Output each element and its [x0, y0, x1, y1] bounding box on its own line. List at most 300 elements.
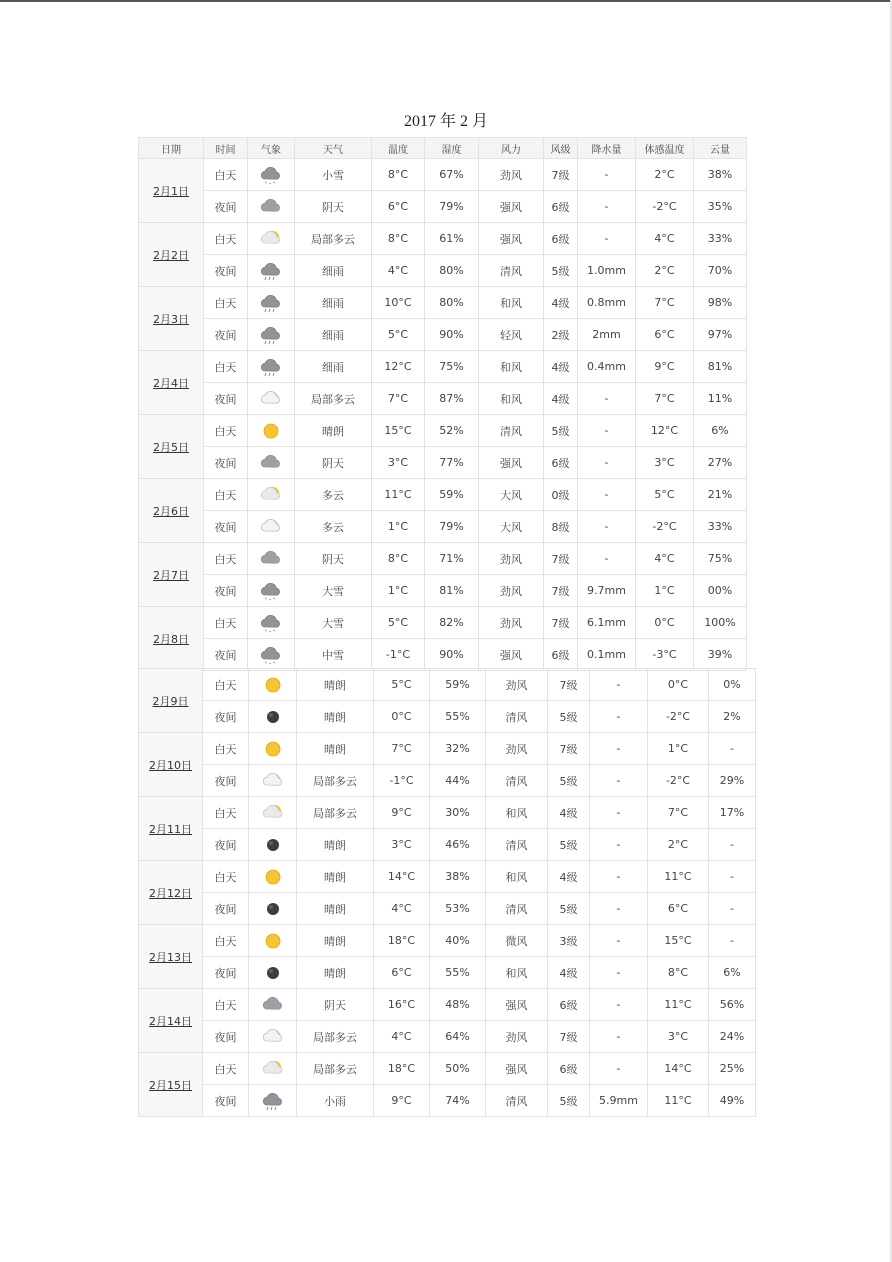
moon-icon: [249, 829, 297, 861]
period-cell: 夜间: [203, 701, 249, 733]
period-cell: 夜间: [204, 383, 248, 415]
date-cell[interactable]: [139, 989, 203, 1053]
temp-cell: 9°C: [374, 797, 430, 829]
precip-cell: -: [578, 191, 636, 223]
date-cell[interactable]: [139, 287, 204, 351]
period-cell: 夜间: [203, 1085, 249, 1117]
date-link[interactable]: 2月2日: [153, 248, 189, 262]
date-cell[interactable]: [139, 415, 204, 479]
weather-cell: 小雪: [295, 159, 372, 191]
period-cell: 夜间: [204, 511, 248, 543]
date-link[interactable]: 2月5日: [153, 440, 189, 454]
partly-cloudy-night-icon: [248, 511, 295, 543]
wind-level-cell: 5级: [548, 765, 590, 797]
sun-icon: [248, 415, 295, 447]
wind-cell: 劲风: [486, 733, 548, 765]
weather-cell: 晴朗: [297, 733, 374, 765]
humidity-cell: 48%: [430, 989, 486, 1021]
weather-table-1: [138, 137, 747, 671]
cloud-cell: 6%: [709, 957, 756, 989]
cloud-cell: -: [709, 829, 756, 861]
table-row: [139, 319, 747, 351]
date-cell[interactable]: [139, 159, 204, 223]
weather-cell: 阴天: [295, 543, 372, 575]
cloud-cell: 97%: [694, 319, 747, 351]
feels-cell: -2°C: [648, 765, 709, 797]
weather-cell: 晴朗: [297, 861, 374, 893]
wind-cell: 强风: [486, 989, 548, 1021]
weather-cell: 晴朗: [297, 957, 374, 989]
feels-cell: 9°C: [636, 351, 694, 383]
humidity-cell: 74%: [430, 1085, 486, 1117]
precip-cell: 1.0mm: [578, 255, 636, 287]
precip-cell: -: [590, 797, 648, 829]
period-cell: 白天: [204, 159, 248, 191]
cloudy-icon: [248, 191, 295, 223]
date-link[interactable]: 2月4日: [153, 376, 189, 390]
rain-icon: [249, 1085, 297, 1117]
weather-cell: 多云: [295, 479, 372, 511]
weather-cell: 细雨: [295, 351, 372, 383]
cloud-cell: 17%: [709, 797, 756, 829]
feels-cell: 3°C: [636, 447, 694, 479]
weather-cell: 晴朗: [297, 925, 374, 957]
cloud-cell: 11%: [694, 383, 747, 415]
feels-cell: 6°C: [636, 319, 694, 351]
cloud-cell: 33%: [694, 223, 747, 255]
moon-icon: [249, 701, 297, 733]
cloud-cell: 2%: [709, 701, 756, 733]
feels-cell: 8°C: [648, 957, 709, 989]
table-row: [139, 1085, 756, 1117]
cloud-cell: 98%: [694, 287, 747, 319]
wind-cell: 强风: [479, 639, 544, 671]
feels-cell: 11°C: [648, 861, 709, 893]
temp-cell: 8°C: [372, 159, 425, 191]
feels-cell: 2°C: [636, 159, 694, 191]
feels-cell: 7°C: [636, 287, 694, 319]
weather-cell: 晴朗: [297, 701, 374, 733]
humidity-cell: 59%: [430, 669, 486, 701]
wind-level-cell: 7级: [544, 575, 578, 607]
temp-cell: 7°C: [372, 383, 425, 415]
humidity-cell: 64%: [430, 1021, 486, 1053]
cloud-cell: 0%: [709, 669, 756, 701]
wind-cell: 强风: [486, 1053, 548, 1085]
temp-cell: 6°C: [374, 957, 430, 989]
precip-cell: -: [590, 861, 648, 893]
wind-cell: 劲风: [479, 159, 544, 191]
humidity-cell: 75%: [425, 351, 479, 383]
wind-cell: 清风: [486, 893, 548, 925]
feels-cell: 1°C: [648, 733, 709, 765]
temp-cell: 6°C: [372, 191, 425, 223]
wind-level-cell: 6级: [544, 191, 578, 223]
humidity-cell: 40%: [430, 925, 486, 957]
wind-cell: 微风: [486, 925, 548, 957]
page-title: 2017 年 2 月: [403, 113, 488, 130]
temp-cell: 11°C: [372, 479, 425, 511]
table-row: [139, 479, 747, 511]
wind-cell: 强风: [479, 447, 544, 479]
weather-table-2: [138, 668, 756, 1117]
temp-cell: 18°C: [374, 925, 430, 957]
humidity-cell: 77%: [425, 447, 479, 479]
temp-cell: 10°C: [372, 287, 425, 319]
weather-cell: 阴天: [297, 989, 374, 1021]
table-row: [139, 893, 756, 925]
date-link[interactable]: 2月11日: [149, 822, 192, 836]
wind-level-cell: 6级: [548, 1053, 590, 1085]
wind-cell: 大风: [479, 511, 544, 543]
rain-icon: [248, 351, 295, 383]
feels-cell: 0°C: [636, 607, 694, 639]
cloud-cell: 21%: [694, 479, 747, 511]
temp-cell: 5°C: [374, 669, 430, 701]
humidity-cell: 80%: [425, 287, 479, 319]
header-wind: 风力: [479, 138, 544, 159]
wind-level-cell: 5级: [548, 1085, 590, 1117]
wind-level-cell: 5级: [544, 415, 578, 447]
date-cell[interactable]: [139, 861, 203, 925]
wind-level-cell: 4级: [544, 351, 578, 383]
temp-cell: -1°C: [372, 639, 425, 671]
date-link[interactable]: 2月7日: [153, 568, 189, 582]
wind-level-cell: 4级: [548, 797, 590, 829]
feels-cell: 7°C: [648, 797, 709, 829]
wind-level-cell: 7级: [544, 159, 578, 191]
temp-cell: 3°C: [372, 447, 425, 479]
date-link[interactable]: 2月9日: [152, 694, 189, 708]
weather-cell: 局部多云: [295, 383, 372, 415]
header-time: 时间: [204, 138, 248, 159]
temp-cell: 12°C: [372, 351, 425, 383]
header-feels: 体感温度: [636, 138, 694, 159]
period-cell: 夜间: [203, 829, 249, 861]
weather-cell: 局部多云: [297, 1021, 374, 1053]
date-cell[interactable]: [139, 351, 204, 415]
temp-cell: 18°C: [374, 1053, 430, 1085]
period-cell: 白天: [204, 351, 248, 383]
weather-cell: 细雨: [295, 255, 372, 287]
date-cell[interactable]: [139, 733, 203, 797]
wind-cell: 劲风: [479, 607, 544, 639]
date-cell[interactable]: [139, 797, 203, 861]
wind-cell: 清风: [486, 829, 548, 861]
humidity-cell: 80%: [425, 255, 479, 287]
wind-cell: 和风: [486, 861, 548, 893]
cloud-cell: 24%: [709, 1021, 756, 1053]
wind-level-cell: 5级: [548, 701, 590, 733]
weather-cell: 大雪: [295, 575, 372, 607]
period-cell: 夜间: [204, 255, 248, 287]
wind-level-cell: 6级: [544, 639, 578, 671]
header-cloud: 云量: [694, 138, 747, 159]
table-row: [139, 447, 747, 479]
cloud-cell: 38%: [694, 159, 747, 191]
table-row: [139, 223, 747, 255]
cloud-cell: 00%: [694, 575, 747, 607]
table-row: [139, 925, 756, 957]
period-cell: 白天: [204, 607, 248, 639]
feels-cell: 0°C: [648, 669, 709, 701]
period-cell: 白天: [203, 1053, 249, 1085]
humidity-cell: 87%: [425, 383, 479, 415]
temp-cell: 1°C: [372, 511, 425, 543]
period-cell: 白天: [204, 223, 248, 255]
header-temp: 温度: [372, 138, 425, 159]
sun-icon: [249, 733, 297, 765]
date-cell[interactable]: [139, 607, 204, 671]
temp-cell: 4°C: [374, 893, 430, 925]
table-row: [139, 989, 756, 1021]
moon-icon: [249, 893, 297, 925]
precip-cell: 6.1mm: [578, 607, 636, 639]
precip-cell: -: [590, 957, 648, 989]
wind-cell: 大风: [479, 479, 544, 511]
precip-cell: -: [578, 159, 636, 191]
temp-cell: 16°C: [374, 989, 430, 1021]
partly-cloudy-icon: [249, 1053, 297, 1085]
wind-level-cell: 4级: [544, 287, 578, 319]
cloud-cell: 27%: [694, 447, 747, 479]
precip-cell: -: [590, 733, 648, 765]
table-row: [139, 765, 756, 797]
date-link[interactable]: 2月13日: [149, 950, 192, 964]
humidity-cell: 55%: [430, 957, 486, 989]
precip-cell: -: [590, 893, 648, 925]
sun-icon: [249, 861, 297, 893]
partly-cloudy-icon: [248, 223, 295, 255]
humidity-cell: 90%: [425, 639, 479, 671]
header-wind-level: 风级: [544, 138, 578, 159]
weather-cell: 局部多云: [295, 223, 372, 255]
humidity-cell: 38%: [430, 861, 486, 893]
wind-cell: 和风: [479, 351, 544, 383]
date-link[interactable]: 2月12日: [149, 886, 192, 900]
precip-cell: -: [578, 383, 636, 415]
feels-cell: 5°C: [636, 479, 694, 511]
cloud-cell: 33%: [694, 511, 747, 543]
cloudy-icon: [248, 543, 295, 575]
feels-cell: 11°C: [648, 1085, 709, 1117]
humidity-cell: 61%: [425, 223, 479, 255]
date-cell[interactable]: [139, 479, 204, 543]
cloud-cell: -: [709, 925, 756, 957]
wind-level-cell: 7级: [544, 607, 578, 639]
table-row: [139, 701, 756, 733]
humidity-cell: 53%: [430, 893, 486, 925]
weather-cell: 阴天: [295, 191, 372, 223]
temp-cell: 14°C: [374, 861, 430, 893]
table-row: [139, 159, 747, 191]
table-row: [139, 415, 747, 447]
humidity-cell: 79%: [425, 191, 479, 223]
feels-cell: 3°C: [648, 1021, 709, 1053]
period-cell: 白天: [204, 287, 248, 319]
temp-cell: 5°C: [372, 319, 425, 351]
top-border: [0, 0, 892, 2]
period-cell: 白天: [203, 925, 249, 957]
precip-cell: -: [578, 511, 636, 543]
wind-level-cell: 5级: [544, 255, 578, 287]
table-row: [139, 861, 756, 893]
rain-icon: [248, 319, 295, 351]
feels-cell: 11°C: [648, 989, 709, 1021]
precip-cell: -: [590, 765, 648, 797]
snow-icon: [248, 607, 295, 639]
weather-cell: 晴朗: [297, 893, 374, 925]
wind-cell: 劲风: [486, 669, 548, 701]
weather-cell: 局部多云: [297, 797, 374, 829]
weather-cell: 小雨: [297, 1085, 374, 1117]
precip-cell: 0.4mm: [578, 351, 636, 383]
precip-cell: -: [590, 1053, 648, 1085]
period-cell: 夜间: [204, 319, 248, 351]
date-link[interactable]: 2月6日: [153, 504, 189, 518]
precip-cell: 0.8mm: [578, 287, 636, 319]
temp-cell: 9°C: [374, 1085, 430, 1117]
cloud-cell: 6%: [694, 415, 747, 447]
wind-cell: 强风: [479, 223, 544, 255]
feels-cell: -3°C: [636, 639, 694, 671]
period-cell: 白天: [203, 669, 249, 701]
table-row: [139, 511, 747, 543]
wind-cell: 清风: [486, 701, 548, 733]
temp-cell: 8°C: [372, 543, 425, 575]
cloud-cell: 70%: [694, 255, 747, 287]
feels-cell: 7°C: [636, 383, 694, 415]
date-cell[interactable]: [139, 669, 203, 733]
feels-cell: 12°C: [636, 415, 694, 447]
feels-cell: -2°C: [636, 511, 694, 543]
date-cell[interactable]: [139, 223, 204, 287]
feels-cell: 15°C: [648, 925, 709, 957]
period-cell: 夜间: [204, 447, 248, 479]
table-row: [139, 543, 747, 575]
wind-cell: 强风: [479, 191, 544, 223]
precip-cell: 0.1mm: [578, 639, 636, 671]
date-link[interactable]: 2月8日: [153, 632, 189, 646]
weather-cell: 局部多云: [297, 1053, 374, 1085]
wind-cell: 劲风: [479, 575, 544, 607]
date-link[interactable]: 2月3日: [153, 312, 189, 326]
wind-cell: 和风: [486, 797, 548, 829]
date-link[interactable]: 2月14日: [149, 1014, 192, 1028]
partly-cloudy-night-icon: [249, 1021, 297, 1053]
precip-cell: -: [578, 223, 636, 255]
period-cell: 夜间: [203, 765, 249, 797]
wind-cell: 和风: [479, 287, 544, 319]
humidity-cell: 81%: [425, 575, 479, 607]
wind-level-cell: 4级: [544, 383, 578, 415]
precip-cell: -: [590, 669, 648, 701]
weather-cell: 大雪: [295, 607, 372, 639]
date-cell[interactable]: [139, 1053, 203, 1117]
weather-cell: 晴朗: [295, 415, 372, 447]
precip-cell: -: [578, 479, 636, 511]
humidity-cell: 44%: [430, 765, 486, 797]
temp-cell: -1°C: [374, 765, 430, 797]
cloud-cell: 81%: [694, 351, 747, 383]
wind-cell: 清风: [486, 765, 548, 797]
precip-cell: -: [590, 989, 648, 1021]
period-cell: 白天: [204, 479, 248, 511]
precip-cell: -: [590, 829, 648, 861]
cloud-cell: 56%: [709, 989, 756, 1021]
wind-level-cell: 0级: [544, 479, 578, 511]
header-precip: 降水量: [578, 138, 636, 159]
sun-icon: [249, 925, 297, 957]
wind-cell: 清风: [479, 255, 544, 287]
wind-level-cell: 7级: [548, 733, 590, 765]
date-link[interactable]: 2月15日: [149, 1078, 192, 1092]
precip-cell: -: [578, 543, 636, 575]
period-cell: 白天: [203, 861, 249, 893]
header-date: 日期: [139, 138, 204, 159]
partly-cloudy-night-icon: [248, 383, 295, 415]
table-row: [139, 669, 756, 701]
wind-level-cell: 2级: [544, 319, 578, 351]
partly-cloudy-night-icon: [249, 765, 297, 797]
rain-icon: [248, 255, 295, 287]
cloud-cell: 29%: [709, 765, 756, 797]
table-row: [139, 575, 747, 607]
wind-cell: 和风: [479, 383, 544, 415]
table-row: [139, 639, 747, 671]
wind-cell: 劲风: [486, 1021, 548, 1053]
precip-cell: -: [590, 925, 648, 957]
precip-cell: 2mm: [578, 319, 636, 351]
wind-level-cell: 6级: [544, 447, 578, 479]
partly-cloudy-icon: [249, 797, 297, 829]
date-link[interactable]: 2月1日: [153, 184, 189, 198]
feels-cell: 4°C: [636, 543, 694, 575]
humidity-cell: 32%: [430, 733, 486, 765]
precip-cell: -: [578, 447, 636, 479]
moon-icon: [249, 957, 297, 989]
table-row: [139, 1021, 756, 1053]
wind-level-cell: 6级: [544, 223, 578, 255]
table-row: [139, 797, 756, 829]
wind-level-cell: 7级: [544, 543, 578, 575]
table-row: [139, 383, 747, 415]
header-humidity: 湿度: [425, 138, 479, 159]
feels-cell: 1°C: [636, 575, 694, 607]
table-row: [139, 733, 756, 765]
period-cell: 白天: [203, 797, 249, 829]
period-cell: 白天: [204, 415, 248, 447]
weather-cell: 阴天: [295, 447, 372, 479]
temp-cell: 3°C: [374, 829, 430, 861]
period-cell: 夜间: [203, 1021, 249, 1053]
weather-cell: 多云: [295, 511, 372, 543]
date-cell[interactable]: [139, 543, 204, 607]
date-link[interactable]: 2月10日: [149, 758, 192, 772]
cloud-cell: 49%: [709, 1085, 756, 1117]
humidity-cell: 90%: [425, 319, 479, 351]
rain-icon: [248, 287, 295, 319]
wind-level-cell: 8级: [544, 511, 578, 543]
temp-cell: 15°C: [372, 415, 425, 447]
humidity-cell: 59%: [425, 479, 479, 511]
table-row: [139, 1053, 756, 1085]
temp-cell: 8°C: [372, 223, 425, 255]
precip-cell: -: [590, 701, 648, 733]
feels-cell: 4°C: [636, 223, 694, 255]
cloud-cell: 25%: [709, 1053, 756, 1085]
date-cell[interactable]: [139, 925, 203, 989]
